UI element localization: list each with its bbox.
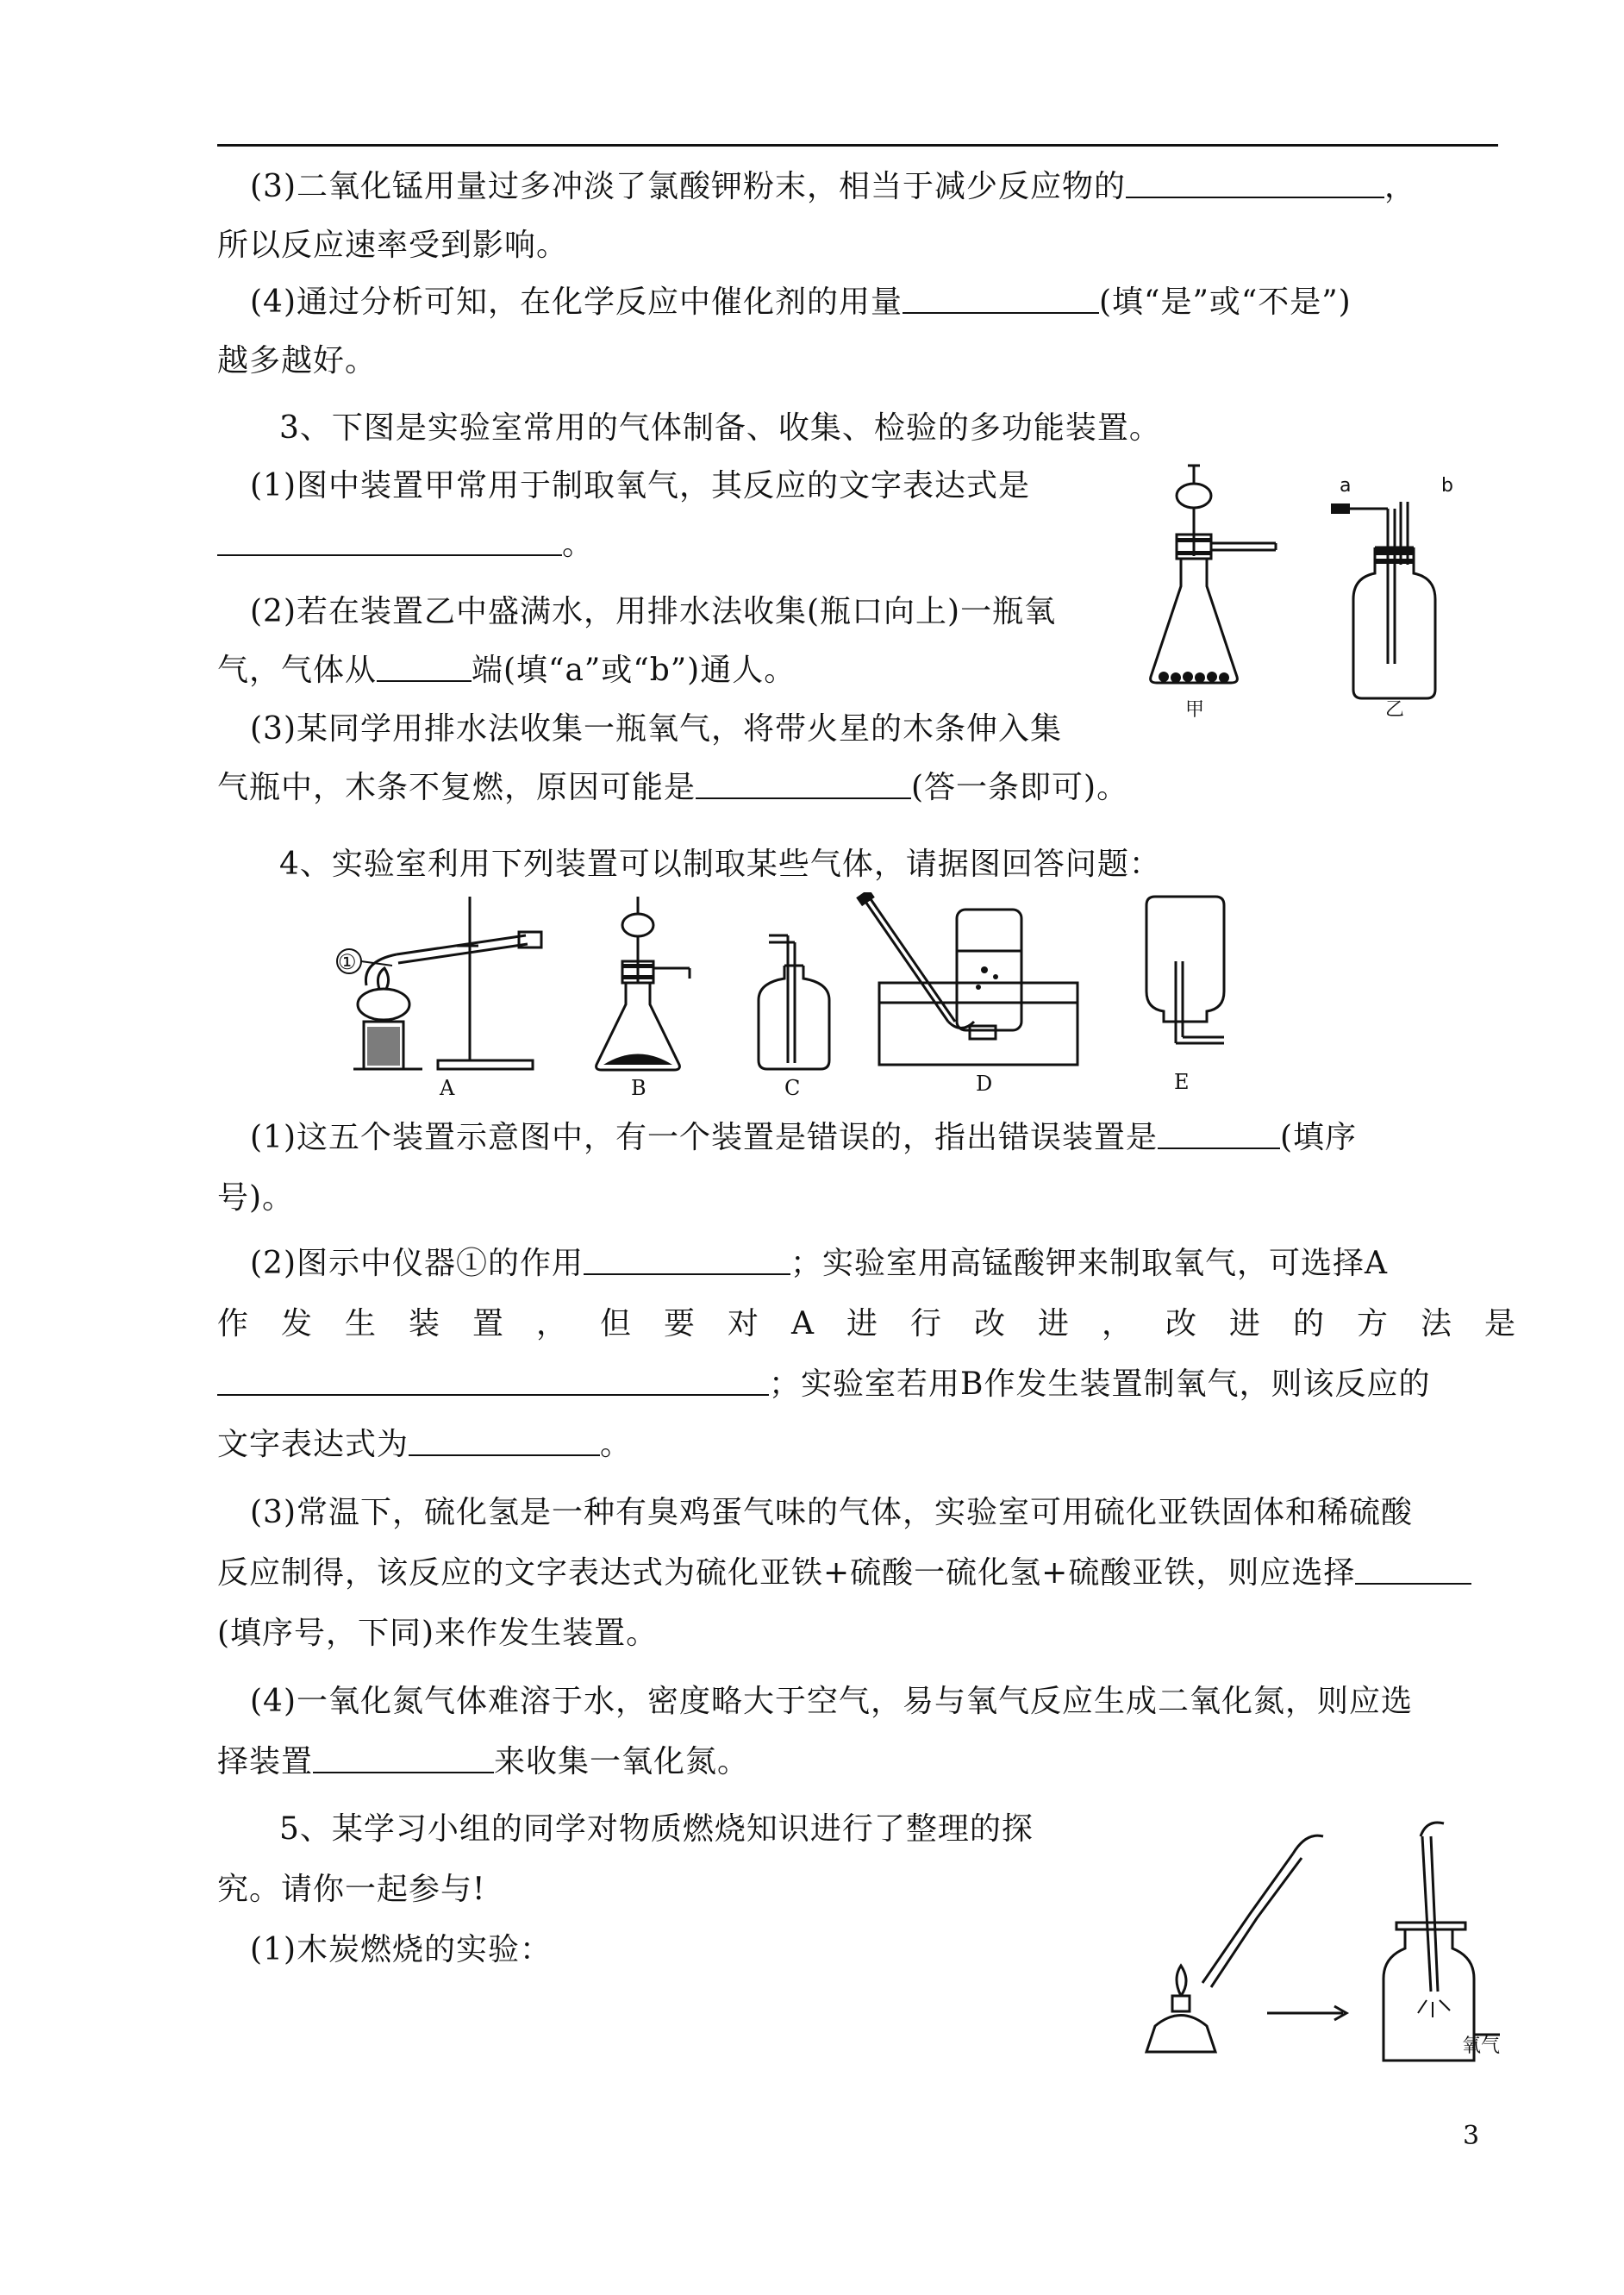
label-jia: 甲 (1185, 699, 1205, 721)
q3-2-line2: 气，气体从 端(填“a”或“b”)通人。 (217, 653, 796, 688)
label-port-a: a (1340, 475, 1352, 497)
q4-heading: 4、实验室利用下列装置可以制取某些气体，请据图回答问题： (279, 847, 1161, 882)
q5-line1: 5、某学习小组的同学对物质燃烧知识进行了整理的探 (279, 1811, 1034, 1847)
q4-4-line2: 择装置 来收集一氧化氮。 (217, 1744, 750, 1779)
figure-apparatus-jia-yi (1138, 448, 1483, 724)
label-B: B (631, 1076, 646, 1099)
header-rule (217, 144, 1498, 147)
answer-blank[interactable] (409, 1429, 600, 1456)
q5-1-line: (1)木炭燃烧的实验： (250, 1932, 552, 1967)
answer-blank[interactable] (313, 1746, 494, 1773)
q2-3-line1: (3)二氧化锰用量过多冲淡了氯酸钾粉末，相当于减少反应物的 ， (250, 169, 1417, 204)
q2-4-line2: 越多越好。 (217, 343, 378, 378)
q3-1-line1: (1)图中装置甲常用于制取氧气，其反应的文字表达式是 (250, 468, 1030, 503)
label-yi: 乙 (1385, 699, 1405, 721)
figure-charcoal-combustion (1121, 1819, 1517, 2078)
answer-blank[interactable] (903, 286, 1099, 314)
answer-blank[interactable] (696, 772, 911, 799)
label-A: A (440, 1076, 455, 1099)
answer-blank[interactable] (584, 1248, 790, 1275)
page-number: 3 (1463, 2121, 1480, 2151)
label-instrument-1: ① (338, 950, 357, 974)
q4-2-line3: ；实验室若用B作发生装置制氧气，则该反应的 (217, 1367, 1430, 1402)
answer-blank[interactable] (1126, 171, 1384, 198)
q3-1-line2: 。 (217, 528, 594, 562)
q4-4-line1: (4)一氧化氮气体难溶于水，密度略大于空气，易与氧气反应生成二氧化氮，则应选 (250, 1684, 1413, 1719)
q4-1-line2: 号)。 (217, 1180, 295, 1216)
figure-apparatus-a-e (328, 892, 1241, 1099)
q3-3-line1: (3)某同学用排水法收集一瓶氧气，将带火星的木条伸入集 (250, 711, 1062, 747)
q3-2-line1: (2)若在装置乙中盛满水，用排水法收集(瓶口向上)一瓶氧 (250, 594, 1057, 629)
label-D: D (976, 1072, 993, 1096)
q4-2-line4: 文字表达式为 。 (217, 1427, 633, 1462)
q4-3-line3: (填序号，下同)来作发生装置。 (217, 1616, 659, 1651)
q2-3-line2: 所以反应速率受到影响。 (217, 228, 569, 263)
q3-3-line2: 气瓶中，木条不复燃，原因可能是 (答一条即可)。 (217, 770, 1129, 805)
answer-blank[interactable] (377, 654, 472, 682)
q3-heading: 3、下图是实验室常用的气体制备、收集、检验的多功能装置。 (279, 410, 1161, 446)
q4-1-line1: (1)这五个装置示意图中，有一个装置是错误的，指出错误装置是 (填序 (250, 1120, 1358, 1155)
q4-2-line2: 作发生装置，但要对A进行改进，改进的方法是 (217, 1306, 1548, 1341)
q4-3-line2: 反应制得，该反应的文字表达式为硫化亚铁+硫酸一硫化氢+硫酸亚铁，则应选择 (217, 1556, 1471, 1591)
q4-2-line1: (2)图示中仪器①的作用 ；实验室用高锰酸钾来制取氧气，可选择A (250, 1246, 1388, 1281)
q5-line2: 究。请你一起参与! (217, 1872, 486, 1907)
label-port-b: b (1441, 475, 1453, 497)
q2-4-line1: (4)通过分析可知，在化学反应中催化剂的用量 (填“是”或“不是”) (250, 285, 1352, 320)
label-C: C (784, 1076, 801, 1099)
answer-blank[interactable] (1355, 1557, 1471, 1585)
label-oxygen: 氧气 (1462, 2035, 1501, 2057)
answer-blank[interactable] (217, 528, 562, 556)
label-E: E (1174, 1070, 1190, 1094)
q4-3-line1: (3)常温下，硫化氢是一种有臭鸡蛋气味的气体，实验室可用硫化亚铁固体和稀硫酸 (250, 1495, 1413, 1530)
answer-blank[interactable] (1158, 1122, 1280, 1149)
answer-blank[interactable] (217, 1368, 769, 1396)
